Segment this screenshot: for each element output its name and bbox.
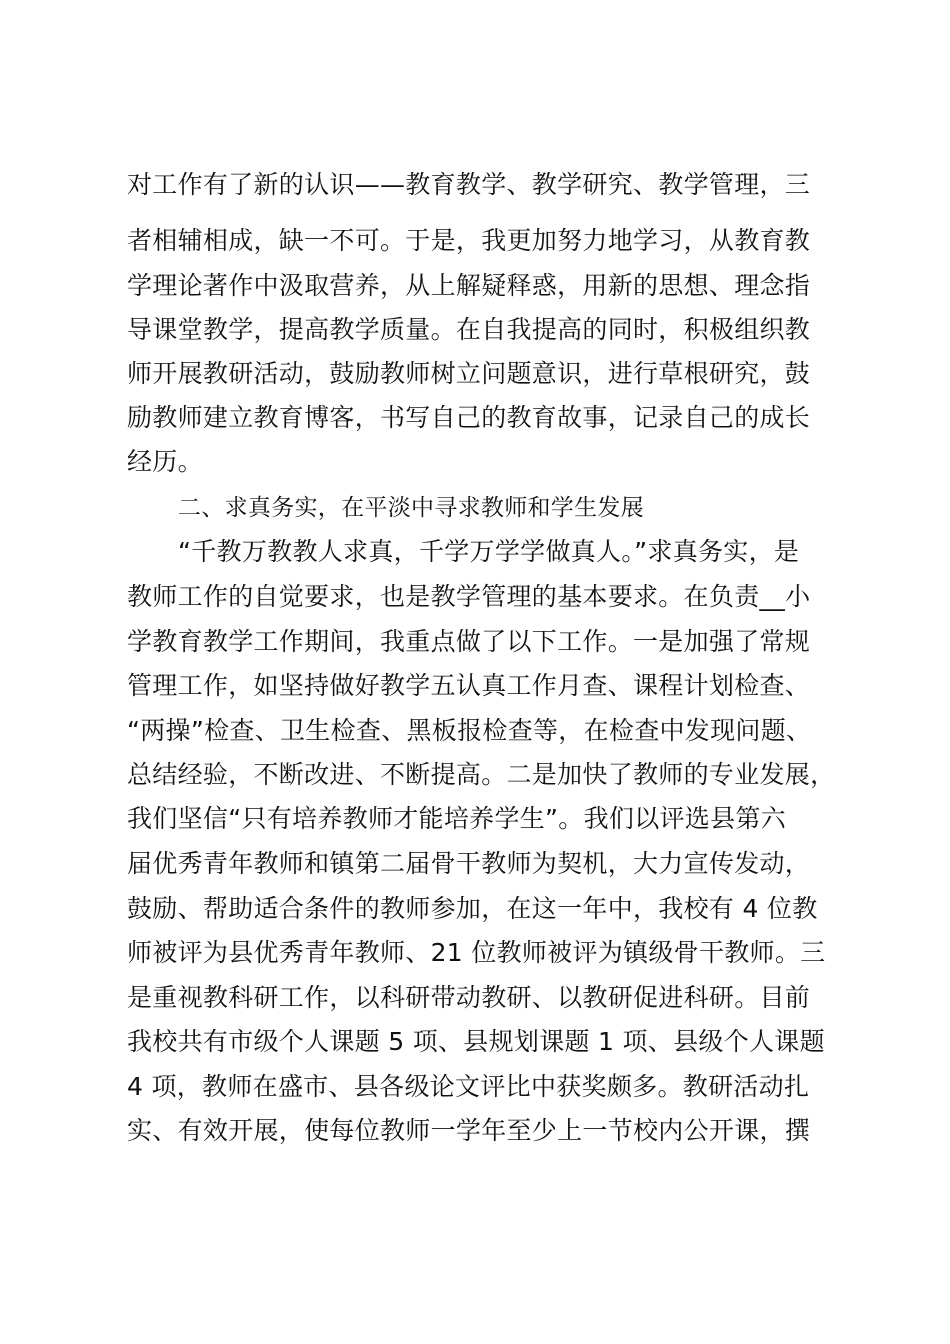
paragraph-2-line: 总结经验，不断改进、不断提高。二是加快了教师的专业发展， — [127, 760, 836, 789]
paragraph-2-line: 鼓励、帮助适合条件的教师参加，在这一年中，我校有 4 位教 — [127, 894, 818, 923]
paragraph-1-line: 对工作有了新的认识——教育教学、教学研究、教学管理，三 — [127, 170, 811, 199]
paragraph-1-line: 师开展教研活动，鼓励教师树立问题意识，进行草根研究，鼓 — [127, 359, 811, 388]
paragraph-2-line: 届优秀青年教师和镇第二届骨干教师为契机，大力宣传发动， — [127, 849, 811, 878]
paragraph-2-line: 4 项，教师在盛市、县各级论文评比中获奖颇多。教研活动扎 — [127, 1072, 810, 1101]
paragraph-1-line: 学理论著作中汲取营养，从上解疑释惑，用新的思想、理念指 — [127, 271, 811, 300]
paragraph-1-line: 者相辅相成，缺一不可。于是，我更加努力地学习，从教育教 — [127, 226, 811, 255]
paragraph-2-line: 我们坚信“只有培养教师才能培养学生”。我们以评选县第六 — [127, 804, 787, 833]
paragraph-2-line: “千教万教教人求真，千学万学学做真人。”求真务实，是 — [178, 537, 800, 566]
section-heading: 二、求真务实，在平淡中寻求教师和学生发展 — [178, 495, 644, 521]
paragraph-1-line: 经历。 — [127, 447, 203, 476]
paragraph-1-line: 导课堂教学，提高教学质量。在自我提高的同时，积极组织教 — [127, 315, 811, 344]
paragraph-2-line: 是重视教科研工作，以科研带动教研、以教研促进科研。目前 — [127, 983, 811, 1012]
paragraph-2-line: 学教育教学工作期间，我重点做了以下工作。一是加强了常规 — [127, 627, 811, 656]
paragraph-2-line: “两操”检查、卫生检查、黑板报检查等，在检查中发现问题、 — [127, 716, 812, 745]
paragraph-1-line: 励教师建立教育博客，书写自己的教育故事，记录自己的成长 — [127, 403, 811, 432]
paragraph-2-line: 师被评为县优秀青年教师、21 位教师被评为镇级骨干教师。三 — [127, 938, 826, 967]
paragraph-2-line: 我校共有市级个人课题 5 项、县规划课题 1 项、县级个人课题 — [127, 1027, 825, 1056]
paragraph-2-line: 管理工作，如坚持做好教学五认真工作月查、课程计划检查、 — [127, 671, 811, 700]
paragraph-2-line: 教师工作的自觉要求，也是教学管理的基本要求。在负责__小 — [127, 582, 811, 611]
paragraph-2-line: 实、有效开展，使每位教师一学年至少上一节校内公开课，撰 — [127, 1116, 811, 1145]
